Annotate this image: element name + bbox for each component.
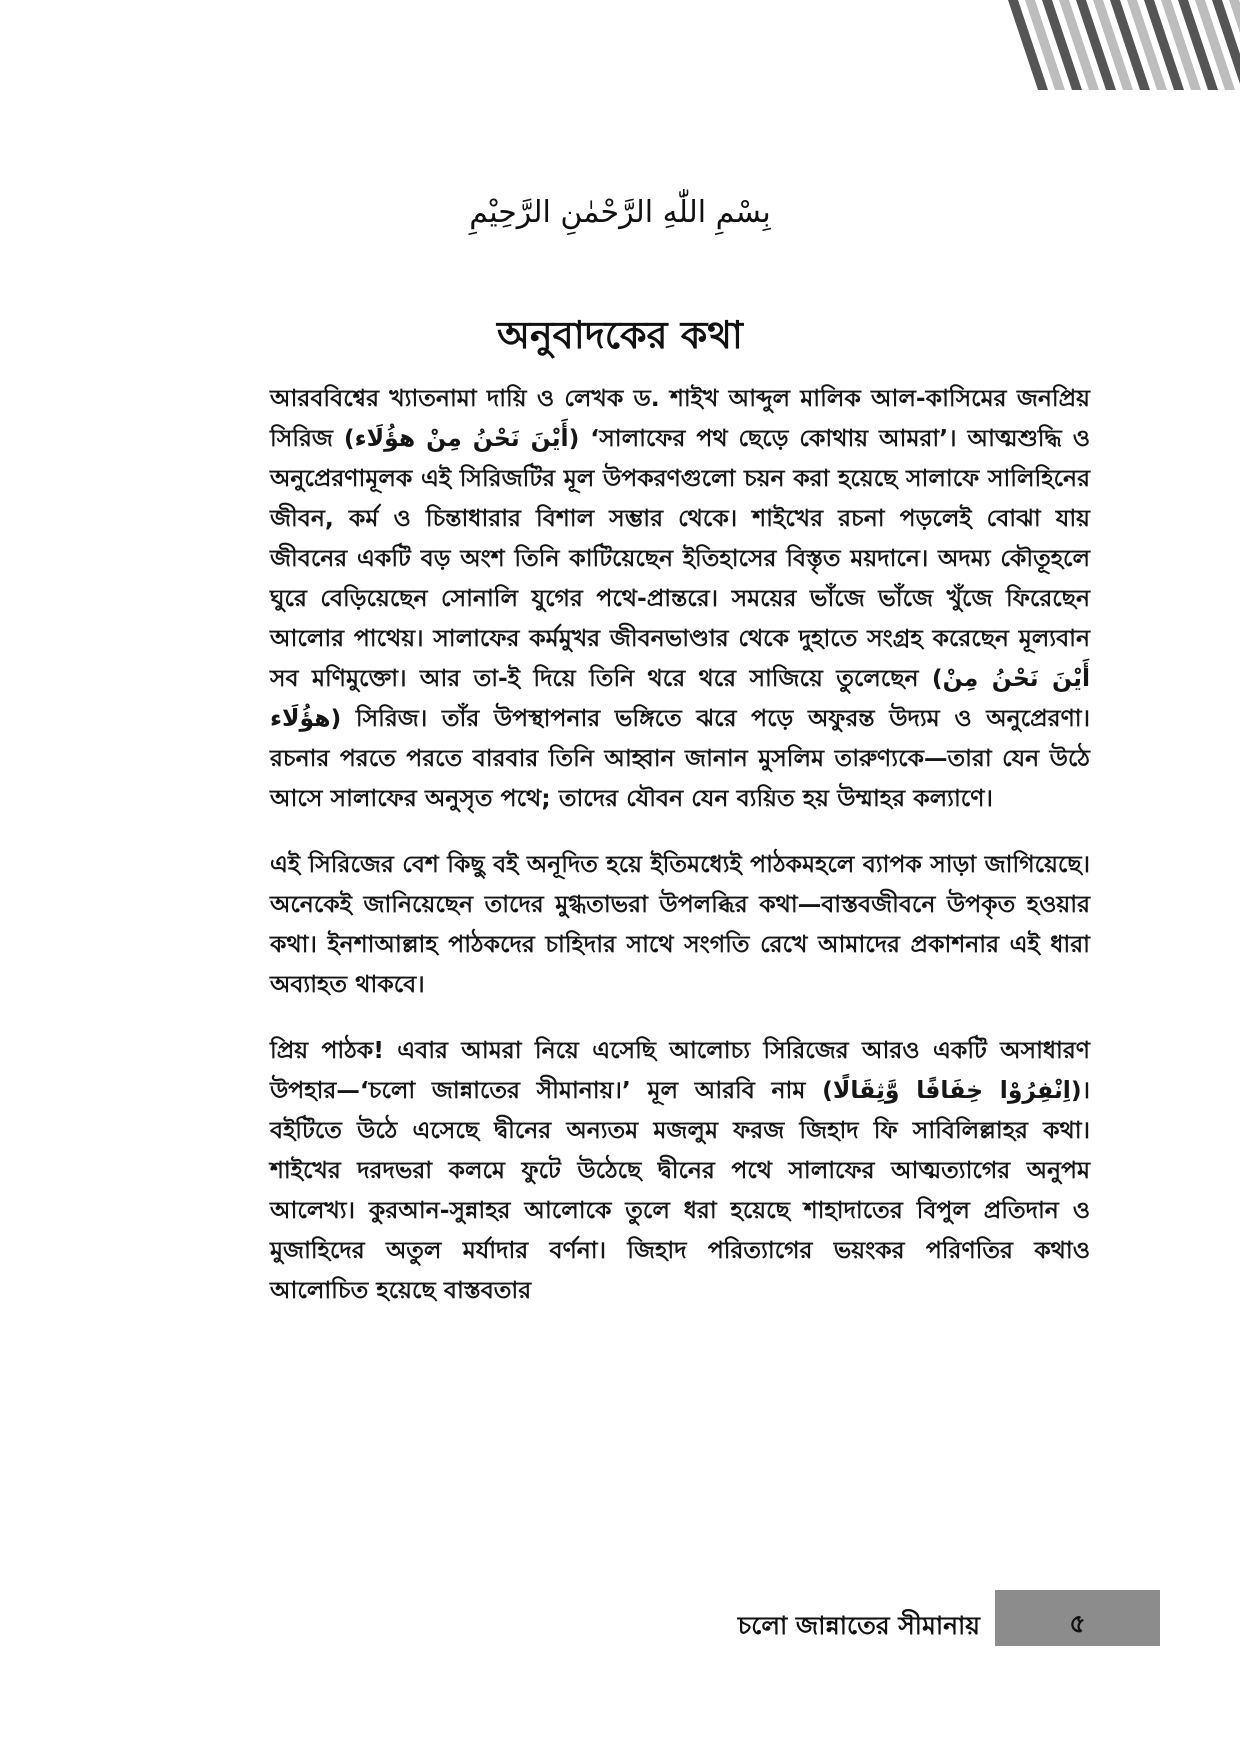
- paragraph-text: ) ‘সালাফের পথ ছেড়ে কোথায় আমরা’। আত্মশুদ্ধি ও অনুপ্রেরণামূলক এই সিরিজটির মূল উপকরণগুলো চয়ন করা হয়েছে সালাফে সালিহিনের জীবন, কর্ম ও চিন্তাধারার বিশাল সম্ভার থেকে। শাইখের রচনা পড়লেই বোঝা যায় জীবনের একটি বড় অংশ তিনি কাটিয়েছেন ইতিহাসের বিস্তৃত ময়দানে। অদম্য কৌতূহলে ঘুরে বেড়িয়েছেন সোনালি যুগের পথে-প্রান্তরে। সময়ের ভাঁজে ভাঁজে খুঁজে ফিরেছেন আলোর পাথেয়। সালাফের কর্মমুখর জীবনভাণ্ডার থেকে দুহাতে সংগ্রহ করেছেন মূল্যবান সব মণিমুক্তো। আর তা-ই দিয়ে তিনি থরে থরে সাজিয়ে তুলেছেন (: [270, 424, 1091, 692]
- arabic-phrase: أَيْنَ نَحْنُ مِنْ هؤُلَاء: [354, 424, 569, 452]
- paragraph-text: প্রিয় পাঠক! এবার আমরা নিয়ে এসেছি আলোচ্য সিরিজের আরও একটি অসাধারণ উপহার—‘চলো জান্নাতের সীমানায়।’ মূল আরবি নাম (: [270, 1036, 1090, 1104]
- arabic-phrase: اِنْفِرُوْا خِفَافًا وَّثِقَالًا: [832, 1076, 1071, 1104]
- body-text: [270, 378, 1090, 1336]
- corner-stripes-decoration: [1000, 0, 1240, 90]
- page-number-box: [995, 1590, 1160, 1646]
- page-number: ৫: [1069, 1609, 1086, 1638]
- paragraph: [270, 1030, 1090, 1310]
- paragraph-text: এই সিরিজের বেশ কিছু বই অনূদিত হয়ে ইতিমধ্যেই পাঠকমহলে ব্যাপক সাড়া জাগিয়েছে। অনেকেই জানিয়েছেন তাদের মুগ্ধতাভরা উপলব্ধির কথা—বাস্তবজীবনে উপকৃত হওয়ার কথা। ইনশাআল্লাহ পাঠকদের চাহিদার সাথে সংগতি রেখে আমাদের প্রকাশনার এই ধারা অব্যাহত থাকবে।: [270, 850, 1090, 998]
- paragraph-text: )। বইটিতে উঠে এসেছে দ্বীনের অন্যতম মজলুম ফরজ জিহাদ ফি সাবিলিল্লাহর কথা। শাইখের দরদভরা কলমে ফুটে উঠেছে দ্বীনের পথে সালাফের আত্মত্যাগের অনুপম আলেখ্য। কুরআন-সুন্নাহর আলোকে তুলে ধরা হয়েছে শাহাদাতের বিপুল প্রতিদান ও মুজাহিদের অতুল মর্যাদার বর্ণনা। জিহাদ পরিত্যাগের ভয়ংকর পরিণতির কথাও আলোচিত হয়েছে বাস্তবতার: [270, 1076, 1090, 1304]
- paragraph: [270, 378, 1090, 818]
- bismillah-calligraphy: بِسْمِ اللّٰهِ الرَّحْمٰنِ الرَّحِيْمِ: [469, 195, 771, 230]
- paragraph-text: ) সিরিজ। তাঁর উপস্থাপনার ভঙ্গিতে ঝরে পড়ে অফুরন্ত উদ্যম ও অনুপ্রেরণা। রচনার পরতে পরতে বারবার তিনি আহ্বান জানান মুসলিম তারুণ্যকে—তারা যেন উঠে আসে সালাফের অনুসৃত পথে; তাদের যৌবন যেন ব্যয়িত হয় উম্মাহর কল্যাণে।: [270, 704, 1090, 812]
- arabic-phrase: أَيْنَ نَحْنُ مِنْ هؤُلَاء: [270, 664, 1090, 732]
- paragraph-text: আরববিশ্বের খ্যাতনামা দায়ি ও লেখক ড. শাইখ আব্দুল মালিক আল-কাসিমের জনপ্রিয় সিরিজ (: [270, 384, 1090, 452]
- page-title: অনুবাদকের কথা: [497, 313, 743, 357]
- footer-book-title: চলো জান্নাতের সীমানায়: [737, 1611, 980, 1640]
- paragraph: [270, 844, 1090, 1004]
